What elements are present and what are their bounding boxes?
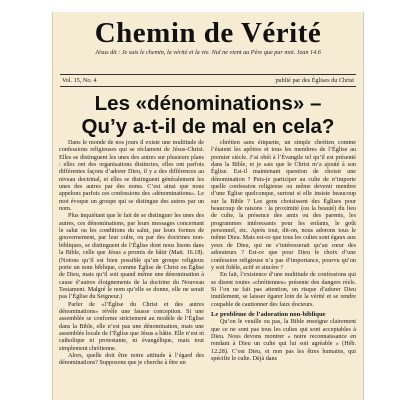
newsletter-page	[52, 12, 364, 400]
article-subhead: Le problème de l’adoration non-biblique	[211, 310, 326, 318]
paragraph: En fait, l’existence d’une multitude de confessions qui se disent toutes «chrétiennes» présente des dangers réels. Si l’on ne fait pas attention, on risque d’adorer Dieu inutilement, se laisser égarer loin de la vérité et se rendre coupable de cautionner des faux docteurs.	[211, 272, 356, 308]
issue-volume: Vol. 15, No. 4	[62, 77, 97, 84]
issue-publisher: publié par des Églises du Christ	[275, 77, 354, 84]
paragraph: chrétien sans étiquette, un simple chrétien comme l’étaient les apôtres et tous les membres de l’Église au premier siècle. J’ai obéi à l’Évangile tel qu’il est présenté dans la Bible, et je sais que le Christ m’a ajouté à son Église. Est-il maintenant question de choisir une dénomination ? Puis-je participer au culte de n’importe quelle confession religieuse ou même devenir membre d’une Église quelconque, surtout si elle insiste beaucoup sur la Bible ? Les gens choisissent des Églises pour beaucoup de raisons : la proximité (ou la beauté) du lieu de culte, la présence des amis ou des parents, les programmes intéressants pour les enfants, le goût personnel, etc. Après tout, dit-on, nous adorons tous le même Dieu. Mais est-ce que tous les cultes sont égaux aux yeux de Dieu, qui ne s’intéresserait qu’au cœur des adorateurs ? Est-ce que pour Dieu le choix d’une confession religieuse n’a pas d’importance, pourvu qu’on y soit fidèle, actif et sincère ?	[211, 140, 356, 271]
paragraph: Dans le monde de nos jours il existe une multitude de confessions religieuses qui se réclament de Jésus-Christ. Elles se distinguent les unes des autres sur plusieurs plans : elles ont des organisations distinctes, elles ont parfois différentes façons d’adorer Dieu, il y a des différences au niveau doctrinal, et elles se distinguent généralement les unes des autres par des noms. C’est ainsi que nous appelons parfois ces confessions des «dénominations». Le mot évoque un groupe qui se distingue des autres par un nom.	[59, 140, 204, 213]
paragraph: Alors, quelle doit être notre attitude à l’égard des dénominations? Supposons que je cherche à être un	[59, 352, 204, 367]
masthead-tagline: Jésus dit : Je suis le chemin, la vérité et la vie. Nul ne vient au Père que par moi. Jean 14.6	[95, 49, 321, 56]
masthead-title: Chemin de Vérité	[94, 17, 322, 49]
paragraph: Plus inquiétant que le fait de se distinguer les unes des autres, ces dénominations, par leurs messages concernant le salut ou les conditions du salut, par leurs formes de gouvernement, par leur culte, ou par des doctrines non-bibliques, se distinguent de l’Église dont nous lisons dans la Bible, celle que Jésus a promis de bâtir (Matt. 16.18). (Notons qu’il est bien possible qu’un groupe religieux porte un nom biblique, comme Église de Christ ou Église de Dieu, mais qu’il soit quand même une dénomination à cause d’autres éloignements de la doctrine du Nouveau Testament. Malgré le nom qu’elle se donne, elle ne serait pas l’Église du Seigneur.)	[59, 213, 204, 301]
headline-line-1: Les «dénominations» –	[94, 92, 322, 115]
headline-line-2: Qu’y a-t-il de mal en cela?	[81, 115, 335, 138]
paragraph: Parler de «l’Église du Christ et des autres dénominations» révèle une fausse conception. Si une assemblée se conforme strictement au modèle de l’Église dans la Bible, elle n’est pas une dénomination, mais une assemblée locale de l’Église que Jésus a bâtie. Elle n’est ni catholique ni protestante, ni évangélique, mais tout simplement chrétienne.	[59, 301, 204, 352]
issue-meta	[52, 75, 364, 86]
article-column-right	[211, 140, 356, 368]
article-column-left	[59, 140, 204, 368]
article-headline	[52, 92, 364, 138]
masthead	[52, 18, 364, 56]
paragraph: Qu’on le veuille ou pas, la Bible enseigne clairement que ce ne sont pas tous les cultes qui sont acceptables à Dieu. Nous devons montrer « notre reconnaissance en rendant à Dieu un culte qui lui soit agréable » (Héb. 12.28). C’est Dieu, et non pas les êtres humains, qui spécifie le culte. Déjà dans	[211, 319, 356, 362]
article-columns	[52, 140, 364, 368]
masthead-rule-bottom	[60, 86, 356, 87]
